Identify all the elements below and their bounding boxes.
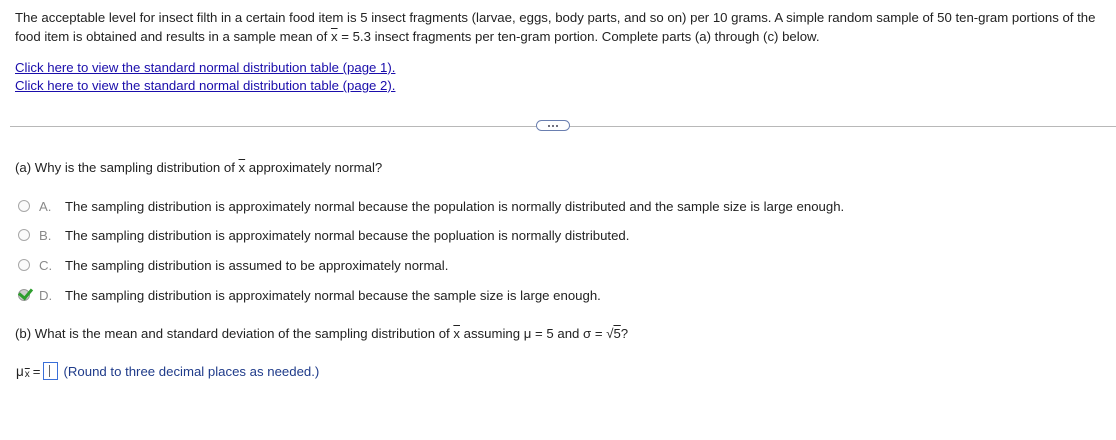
mean-answer-row: [16, 362, 319, 380]
radio-a[interactable]: [18, 200, 30, 212]
dot-icon: [548, 125, 550, 127]
option-b[interactable]: [18, 226, 629, 244]
option-b-letter: B.: [39, 227, 52, 243]
sqrt-icon: √: [606, 326, 614, 341]
part-b-question-middle: assuming μ = 5 and σ =: [459, 326, 607, 341]
normal-table-page1-link[interactable]: Click here to view the standard normal distribution table (page 1).: [15, 60, 396, 75]
xbar-symbol: $\overline{x}$: [330, 29, 338, 44]
option-c-text: The sampling distribution is assumed to be approximately normal.: [65, 257, 449, 273]
option-b-text: The sampling distribution is approximately normal because the popluation is normally distributed.: [65, 227, 630, 243]
problem-statement: [15, 8, 1105, 46]
dot-icon: [552, 125, 554, 127]
equals-sign: =: [32, 363, 41, 379]
radio-b[interactable]: [18, 229, 30, 241]
part-a-question: [15, 160, 382, 175]
sqrt-expression: [606, 326, 621, 341]
option-d-letter: D.: [39, 287, 53, 303]
expand-more-button[interactable]: [536, 120, 570, 131]
part-a-question-end: approximately normal?: [245, 160, 383, 175]
option-c-letter: C.: [39, 257, 53, 273]
radio-c[interactable]: [18, 259, 30, 271]
dot-icon: [556, 125, 558, 127]
part-b-question: [15, 326, 628, 341]
xbar-symbol: $\overline{x}$: [453, 326, 460, 341]
normal-table-page2-link[interactable]: Click here to view the standard normal distribution table (page 2).: [15, 78, 396, 93]
part-b-question-end: ?: [620, 326, 629, 341]
problem-text-end: = 5.3 insect fragments per ten-gram portion. Complete parts (a) through (c) below.: [337, 29, 820, 44]
option-d-text: The sampling distribution is approximately normal because the sample size is large enough.: [65, 287, 601, 303]
option-c[interactable]: [18, 256, 448, 274]
option-a[interactable]: [18, 197, 844, 215]
option-a-letter: A.: [39, 198, 52, 214]
xbar-symbol: $\overline{x}$: [238, 160, 246, 175]
option-d[interactable]: [18, 286, 601, 304]
problem-text-start: The acceptable level for insect filth in a certain food item is 5 insect fragments (larvae, eggs, body parts, and so on) per 10 grams. A simple random sample of 50 ten-gram portions of the food item is obtained and results in a sample mean of: [15, 10, 1096, 44]
radicand: 5: [613, 326, 621, 341]
part-a-question-start: (a) Why is the sampling distribution of: [15, 160, 239, 175]
part-b-question-start: (b) What is the mean and standard deviation of the sampling distribution of: [15, 326, 454, 341]
rounding-hint: (Round to three decimal places as needed.): [63, 363, 320, 379]
mu-symbol: μ: [16, 363, 24, 379]
radio-d[interactable]: [18, 289, 30, 301]
mean-answer-input[interactable]: [43, 362, 58, 380]
mu-subscript: $\overline{x}$: [24, 368, 30, 380]
option-a-text: The sampling distribution is approximately normal because the population is normally distributed and the sample size is large enough.: [65, 198, 845, 214]
